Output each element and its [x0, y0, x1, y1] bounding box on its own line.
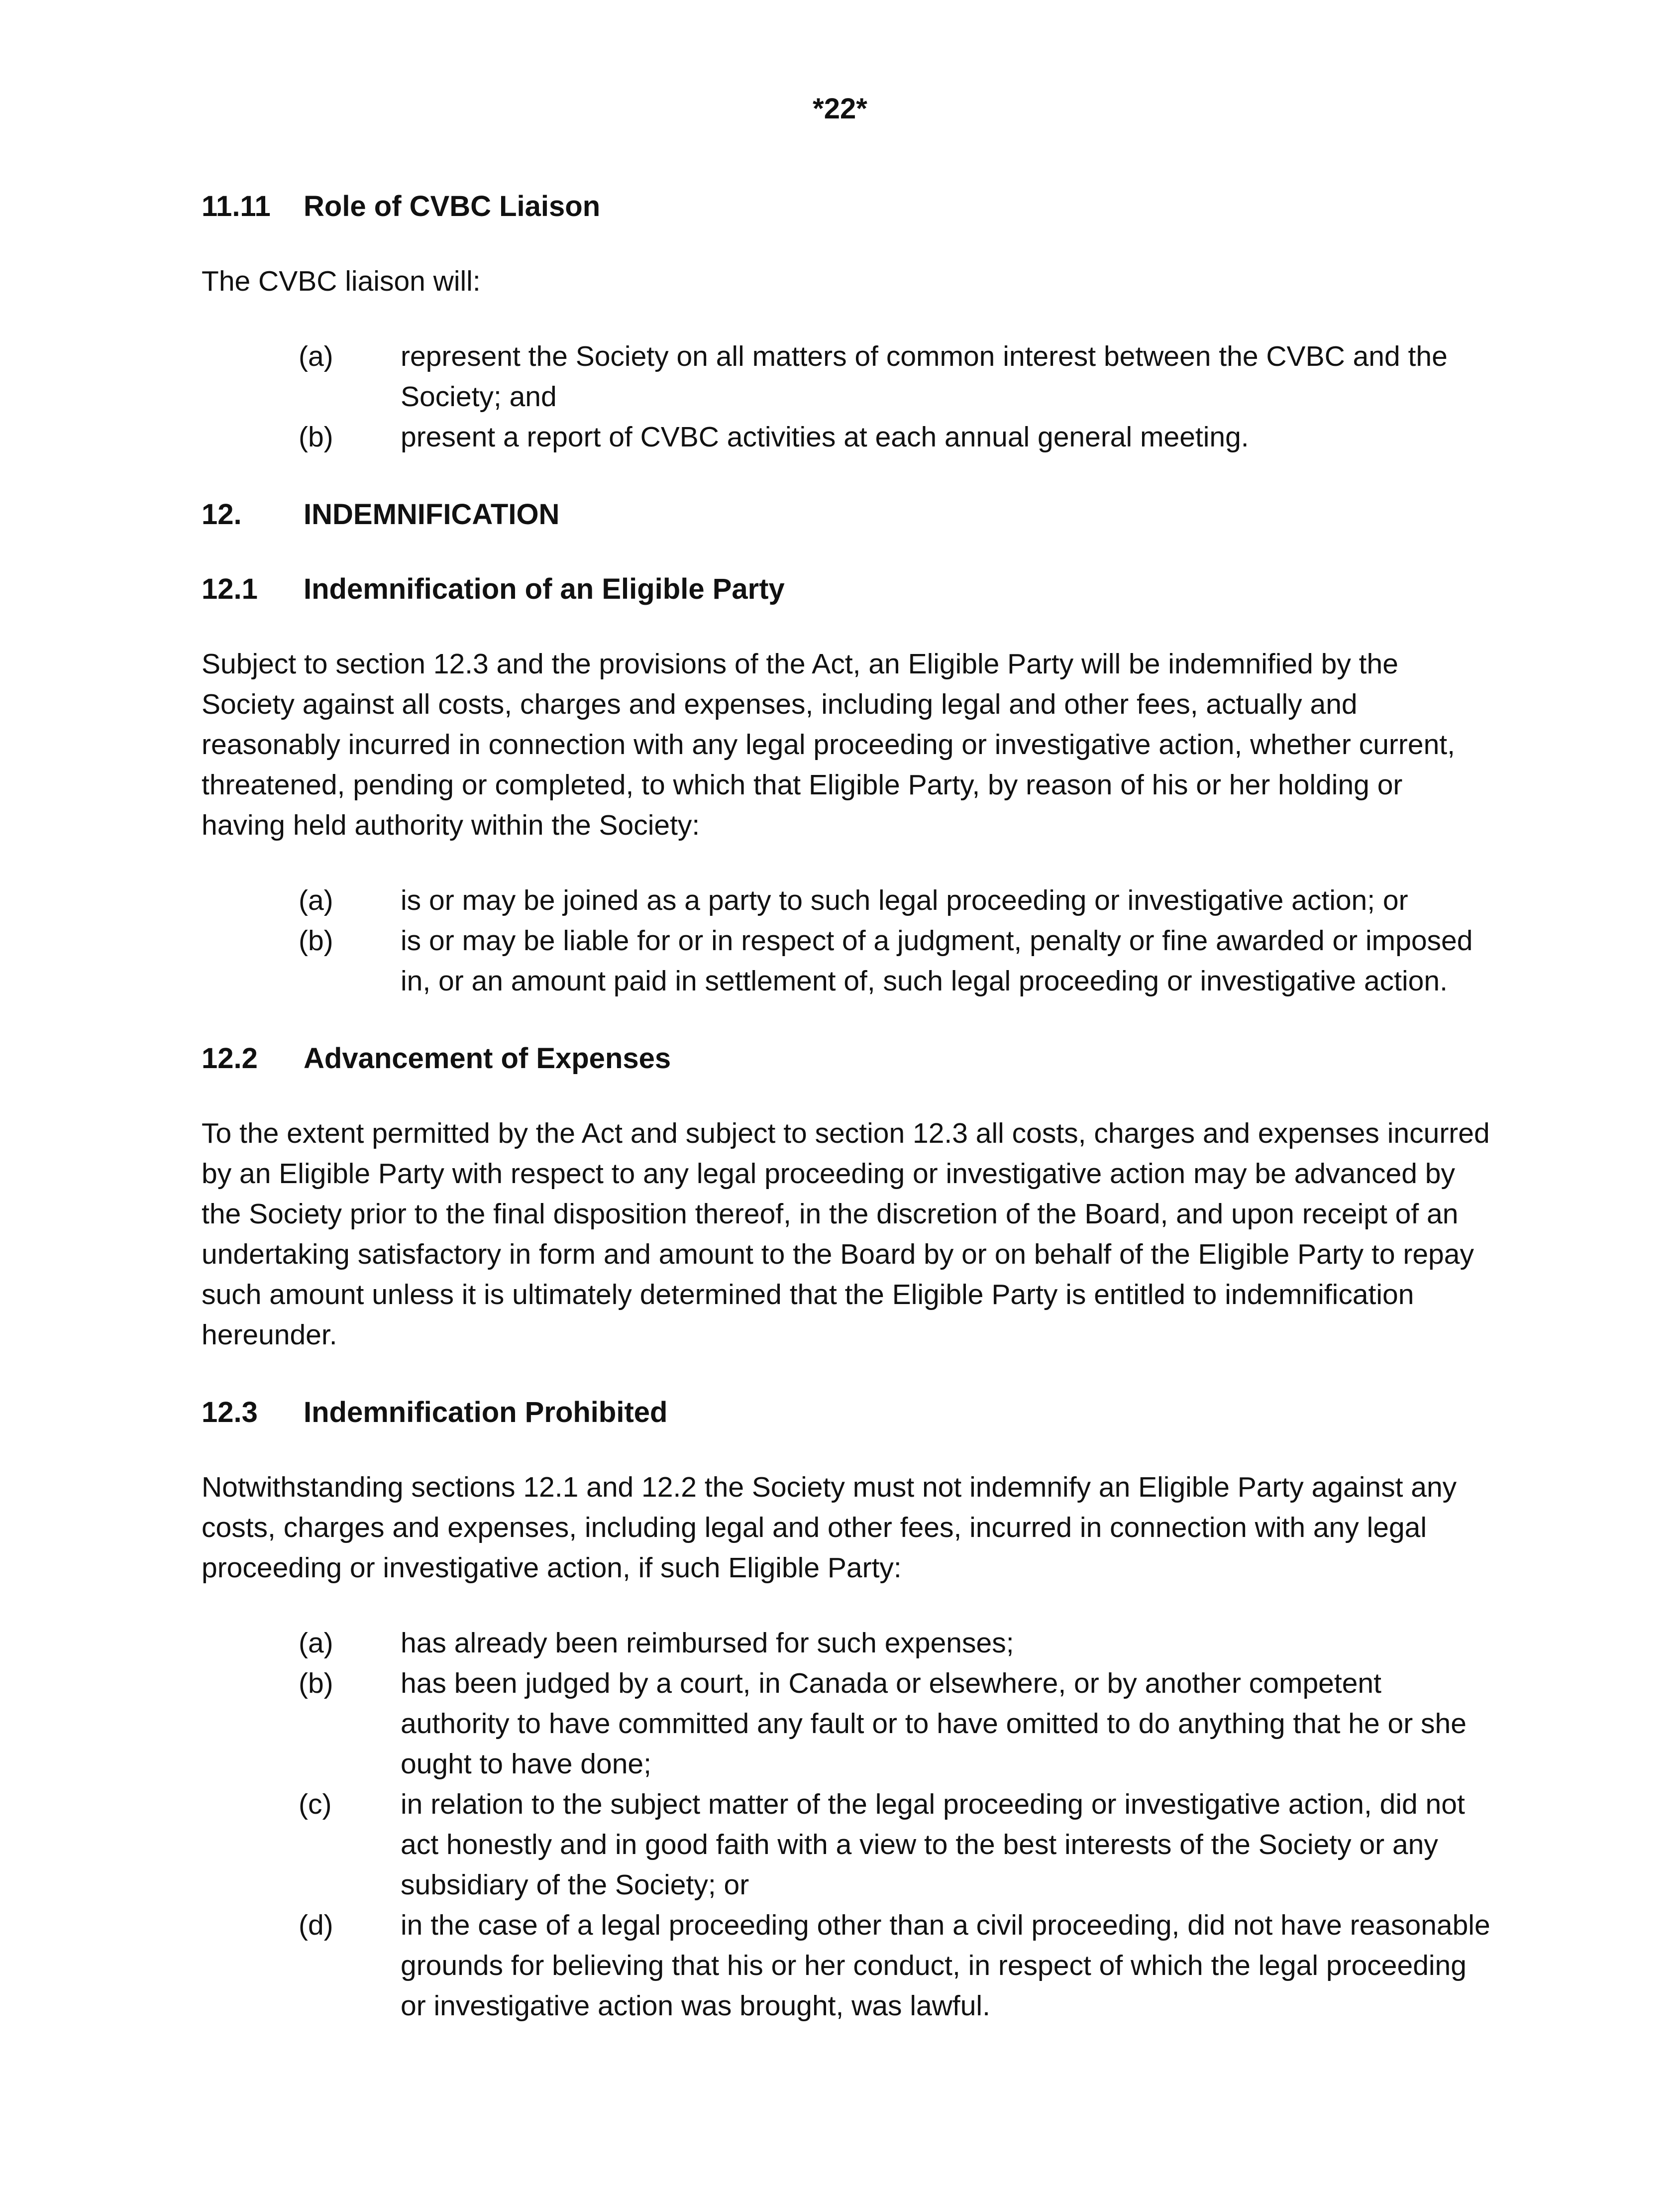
section-title: Role of CVBC Liaison	[304, 190, 601, 222]
section-number: 12.3	[202, 1396, 258, 1428]
list-item	[202, 880, 1490, 921]
list-item	[202, 1905, 1490, 2026]
list-marker: (c)	[299, 1788, 332, 1820]
list-marker: (b)	[299, 1667, 333, 1699]
list-item	[202, 336, 1490, 417]
section-title: Advancement of Expenses	[304, 1042, 671, 1075]
section-body: To the extent permitted by the Act and subject to section 12.3 all costs, charges and expenses incurred by an Eligible Party with respect to any legal proceeding or investigative action may be advanced by the Society prior to the final disposition thereof, in the discretion of the Board, and upon receipt of an undertaking satisfactory in form and amount to the Board by or on behalf of the Eligible Party to repay such amount unless it is ultimately determined that the Eligible Party is entitled to indemnification hereunder.	[202, 1117, 1490, 1351]
clause-list-12-1	[202, 880, 1490, 1001]
page-number: *22*	[813, 93, 867, 125]
list-item	[202, 417, 1490, 457]
list-item-text: is or may be liable for or in respect of a judgment, penalty or fine awarded or imposed in, or an amount paid in settlement of, such legal proceeding or investigative action.	[401, 925, 1473, 997]
clause-list-12-3	[202, 1623, 1490, 2026]
section-number: 12.	[202, 498, 242, 531]
section-heading-12-2	[202, 1039, 1490, 1079]
list-marker: (b)	[299, 925, 333, 957]
list-item-text: in relation to the subject matter of the legal proceeding or investigative action, did not act honestly and in good faith with a view to the best interests of the Society or any subsidiary of the Society; or	[401, 1788, 1465, 1901]
section-heading-12-3	[202, 1393, 1490, 1432]
clause-list-11-11	[202, 336, 1490, 457]
list-item-text: in the case of a legal proceeding other than a civil proceeding, did not have reasonable grounds for believing that his or her conduct, in respect of which the legal proceeding or investigative action was brought, was lawful.	[401, 1909, 1490, 2022]
list-item-text: has been judged by a court, in Canada or elsewhere, or by another competent authority to have committed any fault or to have omitted to do anything that he or she ought to have done;	[401, 1667, 1467, 1780]
list-marker: (a)	[299, 340, 333, 372]
list-marker: (d)	[299, 1909, 333, 1941]
list-item-text: present a report of CVBC activities at each annual general meeting.	[401, 421, 1249, 453]
section-number: 12.1	[202, 573, 258, 605]
section-heading-11-11	[202, 187, 1490, 226]
list-item-text: is or may be joined as a party to such legal proceeding or investigative action; or	[401, 884, 1408, 916]
section-title: Indemnification Prohibited	[304, 1396, 668, 1428]
section-body: Notwithstanding sections 12.1 and 12.2 the Society must not indemnify an Eligible Party against any costs, charges and expenses, including legal and other fees, incurred in connection with any legal proceeding or investigative action, if such Eligible Party:	[202, 1471, 1457, 1584]
list-item	[202, 1623, 1490, 1663]
list-marker: (a)	[299, 1627, 333, 1659]
list-item-text: represent the Society on all matters of common interest between the CVBC and the Society; and	[401, 340, 1448, 413]
section-number: 11.11	[202, 190, 271, 222]
section-title: INDEMNIFICATION	[304, 498, 560, 531]
document-body	[202, 187, 1490, 2026]
section-body: Subject to section 12.3 and the provisions of the Act, an Eligible Party will be indemnified by the Society against all costs, charges and expenses, including legal and other fees, actually and reasonably incurred in connection with any legal proceeding or investigative action, whether current, threatened, pending or completed, to which that Eligible Party, by reason of his or her holding or having held authority within the Society:	[202, 648, 1455, 841]
list-marker: (b)	[299, 421, 333, 453]
list-item	[202, 1784, 1490, 1905]
list-marker: (a)	[299, 884, 333, 916]
section-heading-12-1	[202, 569, 1490, 609]
list-item	[202, 1663, 1490, 1784]
section-heading-12	[202, 495, 1490, 535]
list-item-text: has already been reimbursed for such expenses;	[401, 1627, 1014, 1659]
section-number: 12.2	[202, 1042, 258, 1075]
section-intro: The CVBC liaison will:	[202, 265, 481, 297]
section-title: Indemnification of an Eligible Party	[304, 573, 785, 605]
list-item	[202, 921, 1490, 1001]
